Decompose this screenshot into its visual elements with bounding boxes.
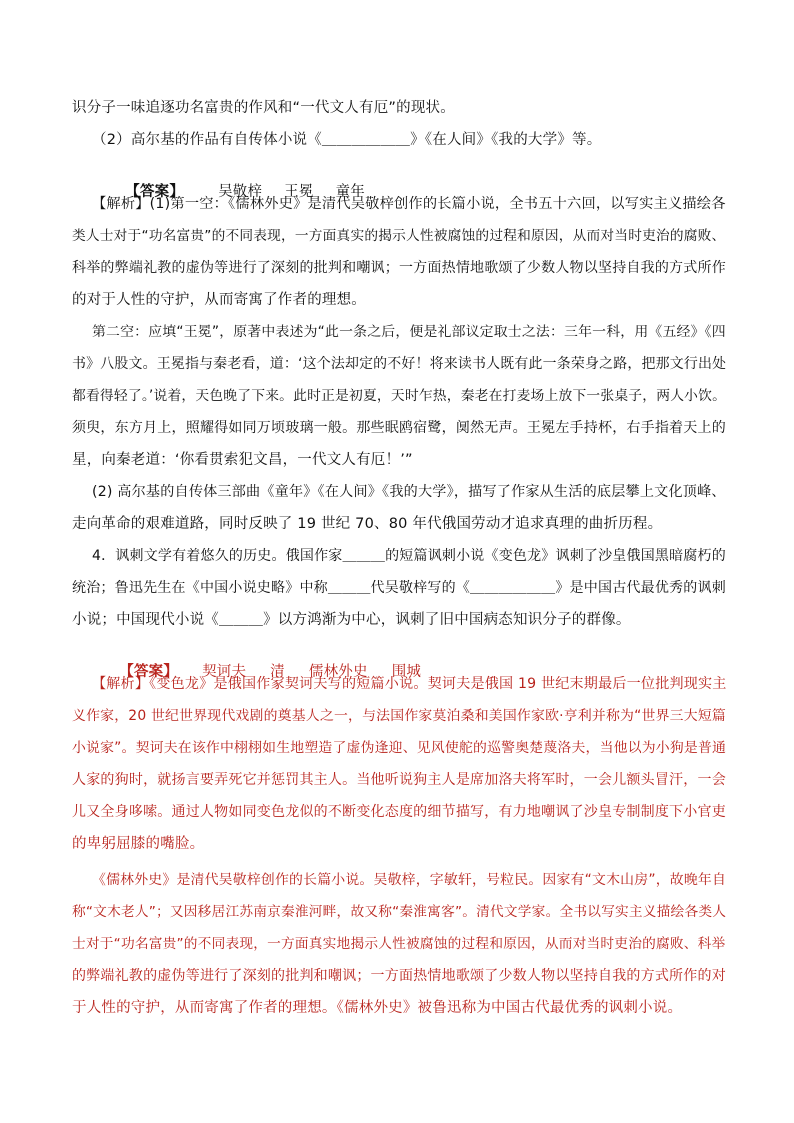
- answer-item: 吴敬梓: [218, 184, 263, 200]
- explanation-line: 义作家，20 世纪世界现代戏剧的奠基人之一，与法国作家莫泊桑和美国作家欧·亨利并称为“世界三大短篇: [72, 708, 726, 724]
- explanation-line: 人家的狗时，就扬言要弄死它并惩罚其主人。当他听说狗主人是席加洛夫将军时，一会儿额头冒汗，一会: [72, 772, 726, 788]
- answer-label: 【答案】: [125, 184, 185, 200]
- explanation-line: 称“文木老人”；又因移居江苏南京秦淮河畔，故又称“秦淮寓客”。清代文学家。全书以写实主义描绘各类人: [72, 904, 727, 920]
- explanation-line: 【解析】《变色龙》是俄国作家契诃夫写的短篇小说。契诃夫是俄国 19 世纪末期最后一位批判现实主: [92, 676, 727, 692]
- explanation-line: 的对于人性的守护，从而寄寓了作者的理想。: [72, 292, 366, 308]
- text-line: 识分子一味追逐功名富贵的作风和“一代文人有厄”的现状。: [72, 100, 455, 116]
- explanation-line: (2) 高尔基的自传体三部曲《童年》《在人间》《我的大学》，描写了作家从生活的底层攀上文化顶峰、: [92, 484, 726, 500]
- question-4-line: 统治；鲁迅先生在《中国小说史略》中称＿＿＿代吴敬梓写的《＿＿＿＿＿＿》是中国古代最优秀的讽刺: [72, 580, 726, 596]
- explanation-line: 《儒林外史》是清代吴敬梓创作的长篇小说。吴敬梓，字敏轩，号粒民。因家有“文木山房”，故晚年自: [92, 872, 727, 888]
- question-4-line: 4．讽刺文学有着悠久的历史。俄国作家＿＿＿的短篇讽刺小说《变色龙》讽刺了沙皇俄国黑暗腐朽的: [92, 548, 726, 564]
- explanation-line: 【解析】(1)第一空：《儒林外史》是清代吴敬梓创作的长篇小说，全书五十六回，以写实主义描绘各: [92, 196, 726, 212]
- explanation-line: 的弊端礼教的虚伪等进行了深刻的批判和嘲讽；一方面热情地歌颂了少数人物以坚持自我的方式所作的对: [72, 968, 726, 984]
- answer-item: 王冕: [284, 184, 314, 200]
- explanation-line: 星，向秦老道：‘你看贯索犯文昌，一代文人有厄！’”: [72, 452, 413, 468]
- answer-label: 【答案】: [119, 664, 179, 680]
- answer-item: 清: [270, 664, 285, 680]
- explanation-line: 类人士对于“功名富贵”的不同表现，一方面真实的揭示人性被腐蚀的过程和原因，从而对当时吏治的腐败、: [72, 228, 726, 244]
- explanation-line: 于人性的守护，从而寄寓了作者的理想。《儒林外史》被鲁迅称为中国古代最优秀的讽刺小说。: [72, 1000, 683, 1016]
- explanation-line: 儿又全身哆嗦。通过人物如同变色龙似的不断变化态度的细节描写，有力地嘲讽了沙皇专制制度下小官吏: [72, 804, 726, 820]
- question-2-line: （2）高尔基的作品有自传体小说《＿＿＿＿＿＿》《在人间》《我的大学》等。: [92, 132, 602, 148]
- explanation-line: 小说家”。契诃夫在该作中栩栩如生地塑造了虚伪逢迎、见风使舵的巡警奥楚蔑洛夫，当他以为小狗是普通: [72, 740, 727, 756]
- answer-item: 围城: [391, 664, 422, 680]
- answer-item: 契诃夫: [202, 664, 247, 680]
- explanation-line: 科举的弊端礼教的虚伪等进行了深刻的批判和嘲讽；一方面热情地歌颂了少数人物以坚持自我的方式所作: [72, 260, 726, 276]
- explanation-line: 走向革命的艰难道路，同时反映了 19 世纪 70、80 年代俄国劳动才追求真理的曲折历程。: [72, 516, 663, 532]
- answer-item: 童年: [335, 184, 365, 200]
- explanation-line: 的卑躬屈膝的嘴脸。: [72, 836, 205, 852]
- question-4-line: 小说；中国现代小说《＿＿＿》以方鸿渐为中心，讽刺了旧中国病态知识分子的群像。: [72, 612, 631, 628]
- explanation-line: 须臾，东方月上，照耀得如同万顷玻璃一般。那些眠鸥宿鹭，阒然无声。王冕左手持杯，右手指着天上的: [72, 420, 726, 436]
- explanation-line: 士对于“功名富贵”的不同表现，一方面真实地揭示人性被腐蚀的过程和原因，从而对当时吏治的腐败、科举: [72, 936, 726, 952]
- explanation-line: 第二空：应填“王冕”，原著中表述为“此一条之后，便是礼部议定取士之法：三年一科，用《五经》《四: [92, 324, 726, 340]
- explanation-line: 书》八股文。王冕指与秦老看，道：‘这个法却定的不好！将来读书人既有此一条荣身之路，把那文行出处: [72, 356, 727, 372]
- explanation-line: 都看得轻了。’说着，天色晚了下来。此时正是初夏，天时乍热，秦老在打麦场上放下一张桌子，两人小饮。: [72, 388, 727, 404]
- answer-item: 儒林外史: [308, 664, 368, 680]
